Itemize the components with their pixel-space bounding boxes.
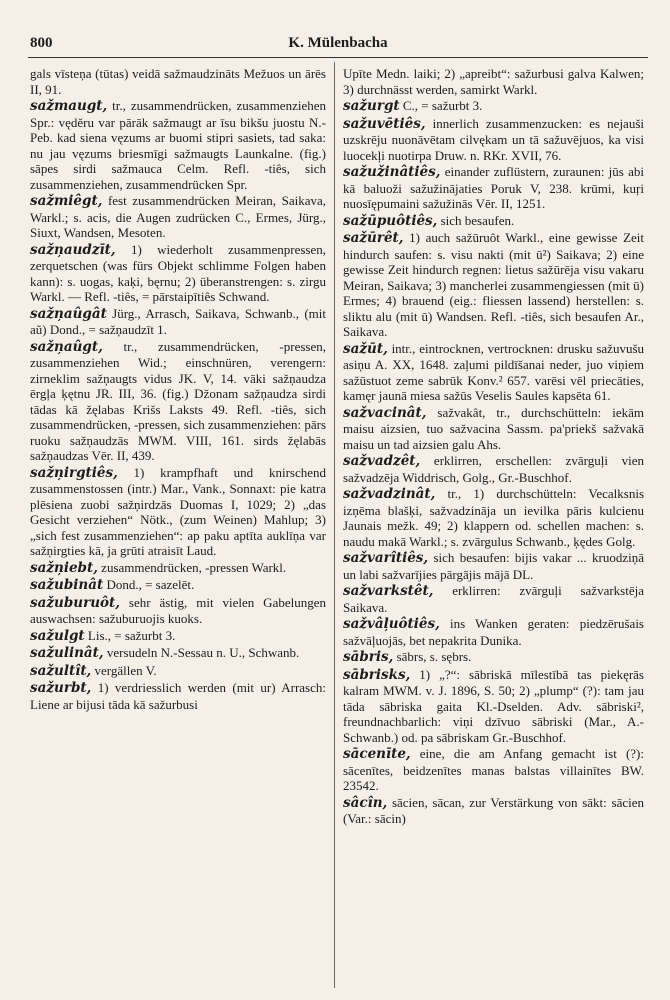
dictionary-entry xyxy=(30,663,326,680)
dictionary-entry xyxy=(30,306,326,338)
dictionary-entry xyxy=(30,560,326,577)
entry-text: sich besaufen. xyxy=(437,212,515,228)
dictionary-entry xyxy=(343,550,644,582)
dictionary-entry xyxy=(343,341,644,404)
entry-headword: sažvacinât, xyxy=(343,404,427,421)
dictionary-entry xyxy=(343,405,644,453)
entry-text: sich besaufen: bijis vakar ... kruodziņā un labi sažvarījies pārgājis mājā DL. xyxy=(343,550,644,582)
dictionary-entry xyxy=(30,339,326,464)
entry-headword: sažņaûgât xyxy=(30,305,107,322)
dictionary-entry xyxy=(30,193,326,241)
entry-headword: sažuvētiês, xyxy=(343,115,426,132)
dictionary-entry xyxy=(343,667,644,746)
entry-text: Lis., = sažurbt 3. xyxy=(84,627,176,643)
entry-text: 1) „?“: sābriskā mīlestībā tas piekęrās kalram MWM. v. J. 1896, S. 50; 2) „plump“ (?): tam jau tāda sābriska gaita Kl.-Dselden. Adv. sābriski², freundnachbarlich: viņi dzīvuo sābriski (Mar., A.-Schwanb.) od. pa sābriskam Gr.-Buschhof. xyxy=(343,666,644,745)
dictionary-entry xyxy=(343,795,644,827)
entry-text: zusammendrücken, -pressen Warkl. xyxy=(97,559,287,575)
dictionary-entry xyxy=(343,98,644,115)
dictionary-entry xyxy=(343,164,644,212)
entry-text: 1) verdriesslich werden (mit ur) Arrasch: Liene ar bijusi tāda kā sažurbusi xyxy=(30,680,326,712)
entry-headword: sažultît, xyxy=(30,662,92,679)
entry-headword: sažūt, xyxy=(343,340,388,357)
dictionary-entry xyxy=(30,98,326,192)
entry-headword: sažužinâtiês, xyxy=(343,164,441,180)
dictionary-entry xyxy=(30,628,326,645)
entry-headword: sažulinât, xyxy=(30,645,104,661)
dictionary-entry xyxy=(30,465,326,559)
entry-headword: sažubinât xyxy=(30,577,104,593)
entry-text: 1) auch sažūruôt Warkl., eine gewisse Zeit hindurch saufen: s. visu nakti (mit ū²) Saikava; 2) eine gewisse Zeit hindurch regnen: lietus sažūrēja visu vakaru Meiran, Saikava; 3) mancherlei zusammengiessen (mit ū) Ermes; 4) brauend (eig.: fliessen lassend) herstellen: s. sliktu alu (mit ū) Wandsen. Refl. -tiês, sich besaufen Ar., Saikava. xyxy=(343,230,644,339)
entry-headword: sažurbt, xyxy=(30,680,92,696)
entry-headword: sažvarîtiês, xyxy=(343,550,429,566)
entry-text: fest zusammendrücken Meiran, Saikava, Warkl.; s. acis, die Augen zudrücken C., Ermes, Jürg., Siuxt, Wandsen, Mesoten. xyxy=(30,193,326,240)
dictionary-entry xyxy=(30,680,326,712)
entry-headword: sažņiebt, xyxy=(30,559,98,576)
dictionary-entry xyxy=(343,746,644,794)
dictionary-entry xyxy=(30,66,326,97)
dictionary-entry xyxy=(343,453,644,485)
entry-headword: sābris, xyxy=(343,649,394,665)
dictionary-entry xyxy=(343,616,644,648)
entry-headword: sābrisks, xyxy=(343,666,411,683)
page-number: 800 xyxy=(30,35,53,51)
dictionary-entry xyxy=(30,595,326,627)
entry-text: tr., 1) durchschütteln: Vecalksnis izņēma blašķi, sažvadzināja un ievilka pāris kulcienu Jaunais mežk. 49; 2) klappern od. schellen machen: s. naudu makā Warkl.; s. zvārgulus Schwanb., ķędes Golg. xyxy=(343,486,644,549)
entry-text: erklirren, erschellen: zvārguļi vien sažvadzēja Widdrisch, Golg., Gr.-Buschhof. xyxy=(343,453,644,485)
entry-text: 1) krampfhaft und knirschend zusammenstossen (intr.) Mar., Vank., Sonnaxt: pie katra plēsiena zuobi sažņirdzās Duomas I, 1029; 2) „das Gesicht verziehen“ Nötk., (zum Weinen) Mahlup; 3) „sich fest zusammenziehen“: ap paku aptīta auklīņa var sažņirgties kā, ja grūti atraisīt Laud. xyxy=(30,464,326,558)
entry-headword: sažņaûgt, xyxy=(30,338,103,355)
entry-headword: sažmiêgt, xyxy=(30,193,103,209)
entry-text: vergällen V. xyxy=(91,662,157,678)
dictionary-entry xyxy=(30,242,326,305)
dictionary-entry xyxy=(343,486,644,549)
dictionary-entry xyxy=(343,213,644,230)
right-column xyxy=(343,66,644,992)
entry-text: Jürg., Arrasch, Saikava, Schwanb., (mit aũ) Dond., = sažņaudzīt 1. xyxy=(30,305,326,337)
entry-text: intr., eintrocknen, vertrocknen: drusku sažuvušu asiņu A. XX, 1648. zaļumi pildīšanai neder, juo viņiem sažūstuot zeme sabrūk Konv.² 657. varēsi vēl priecāties, kamęr jaunā miesa sažūs Veselis Saules kapsēta 61. xyxy=(343,340,644,403)
entry-text: einander zuflüstern, zuraunen: jūs abi kā baluoži sažužinājaties Poruk V, 238. krūmi, kuŗi nuosīępumaini sažužinās Vēr. II, 1251. xyxy=(343,164,644,211)
entry-headword: sažvadzêt, xyxy=(343,453,421,469)
dictionary-entry xyxy=(343,649,644,666)
page-header xyxy=(28,33,648,58)
entry-headword: sažņirgtiês, xyxy=(30,464,118,481)
entry-headword: sažvarkstêt, xyxy=(343,583,434,599)
entry-text: C., = sažurbt 3. xyxy=(399,98,483,113)
entry-headword: sācenīte, xyxy=(343,746,411,762)
entry-headword: sažūrêt, xyxy=(343,230,404,246)
dictionary-entry xyxy=(343,66,644,97)
entry-headword: sažuburuôt, xyxy=(30,594,120,611)
entry-headword: sažvâļuôtiês, xyxy=(343,616,440,632)
entry-headword: sažņaudzīt, xyxy=(30,241,116,258)
entry-text: versudeln N.-Sessau n. U., Schwanb. xyxy=(103,645,300,660)
entry-text: Dond., = sazelēt. xyxy=(103,577,195,592)
entry-text: ins Wanken geraten: piedzērušais sažvāļuojās, bet nepakrita Dunika. xyxy=(343,616,644,648)
entry-headword: sažmaugt, xyxy=(30,98,108,114)
entry-text: tr., zusammendrücken, -pressen, zusammenziehen Wid.; einschnüren, verengern: zirneklim sažņaugts vidus JK. V, 14. vāki sažņaudza ērgļa ķętnu JR. III, 36. (fig.) Džonam sažņaudza sirdi tādas kā žęlabas Krišs Laksts 49. Refl. -tiês, sich zusammendrücken, -pressen, sich zusammenziehen: pārs ruoku sažņaudzās MWM. VIII, 161. sirds žęlabās sažņaudzas Vēr. II, 439. xyxy=(30,338,326,463)
entry-headword: sažvadzinât, xyxy=(343,486,436,502)
entry-text: sažvakât, tr., durchschütteln: iekām maisu aizsien, tuo sažvacina Sassm. pa'priekš sažvakā maisu un tad aizsien galu Ahs. xyxy=(343,404,644,452)
entry-headword: sažūpuôtiês, xyxy=(343,212,438,229)
entry-headword: sažulgt xyxy=(30,627,85,644)
entry-headword: sâcîn, xyxy=(343,794,388,811)
running-title: K. Mülenbacha xyxy=(288,35,388,51)
left-column xyxy=(30,66,326,992)
entry-text: 1) wiederholt zusammenpressen, zerquetschen (was fürs Objekt schlimme Folgen haben kann): s. uogas, kaķi, bęrnu; 2) überanstrengen: s. zirgu Warkl. — Refl. -tiês, = pārstaipītiês Schwand. xyxy=(30,241,326,304)
entry-text: gals vīsteņa (tūtas) veidā sažmaudzināts Mežuos un ārēs II, 91. xyxy=(30,66,326,97)
entry-text: innerlich zusammenzucken: es nejauši uzskrēju nuonāvētam cilvękam un tā sažuvējuos, ka visi luocekļi nuotirpa Druw. n. RKr. XVII, 76. xyxy=(343,115,644,163)
entry-text: sābrs, s. sębrs. xyxy=(393,649,472,664)
dictionary-entry xyxy=(343,583,644,615)
dictionary-entry xyxy=(30,645,326,662)
dictionary-entry xyxy=(343,230,644,340)
entry-text: eine, die am Anfang gemacht ist (?): sācenītes, beidzenītes manas balstas villainītes BW. 23542. xyxy=(343,746,644,793)
entry-text: erklirren: zvārguļi sažvarkstēja Saikava. xyxy=(343,583,644,615)
entry-text: sehr ästig, mit vielen Gabelungen auswachsen: sažuburuojis kuoks. xyxy=(30,594,326,626)
column-divider xyxy=(334,62,335,988)
dictionary-entry xyxy=(30,577,326,594)
dictionary-entry xyxy=(343,116,644,164)
entry-text: Upīte Medn. laiki; 2) „apreibt“: sažurbusi galva Kalwen; 3) durchnässt werden, samirkt Warkl. xyxy=(343,66,644,97)
entry-text: tr., zusammendrücken, zusammenziehen Spr.: vęděru var pārāk sažmaugt ar īsu bikšu juostu N.-Peb. kad siena vęzums ar buomi stipri sasiets, tad saka: nu jau vęzums briesmīgi sažmaugts Launkalne. (fig.) sāpes sirdi sažmauca Celm. Refl. -tiês, sich zusammenziehen, zusammendrücken Spr. xyxy=(30,98,326,192)
entry-headword: sažurgt xyxy=(343,98,400,114)
entry-text: sācien, sācan, zur Verstärkung von sākt: sācien (Var.: sācin) xyxy=(343,794,644,826)
